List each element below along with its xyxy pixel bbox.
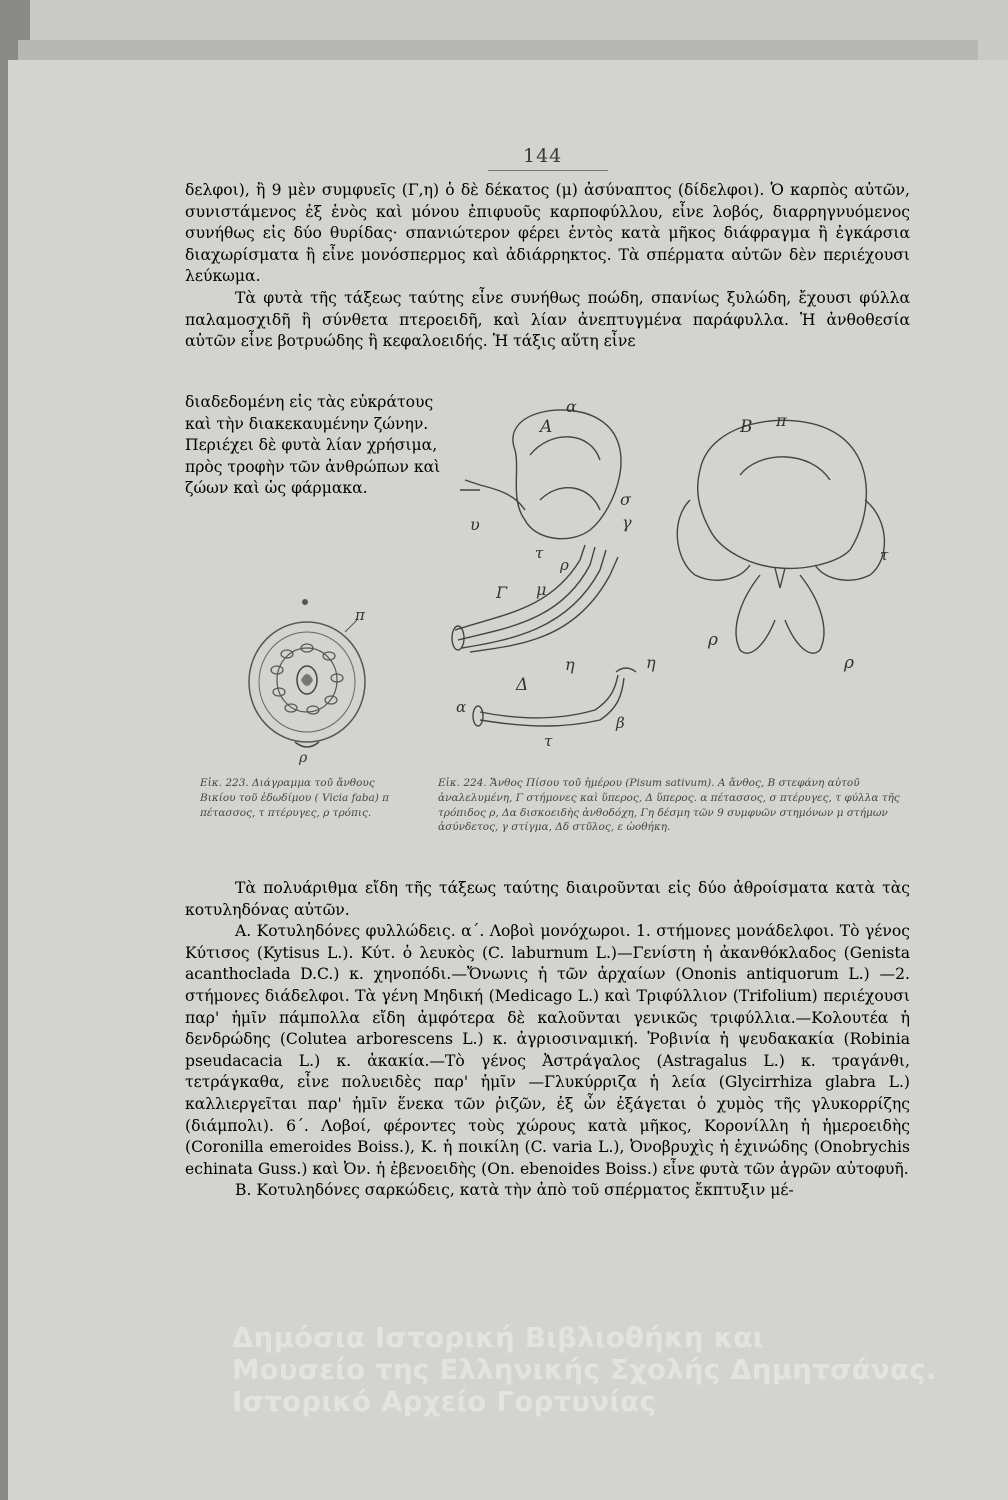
label-B: Β [740,417,753,437]
label-Delta: Δ [516,675,529,695]
label-alpha: α [566,397,577,416]
label-tau-B: τ [880,546,889,564]
label-mu: μ [536,580,547,599]
text-lower [185,878,910,1202]
label-eta-G: η [565,655,575,674]
label-tau-A: τ [535,544,544,562]
label-pi: π [776,411,787,430]
paragraph-lower: Τὰ πολυάριθμα εἴδη τῆς τάξεως ταύτης διαιροῦνται εἰς δύο ἀθροίσματα κατὰ τὰς κοτυληδόνας αὐτῶν. [185,879,910,919]
caption-figure-224: Εἰκ. 224. Ἄνθος Πίσου τοῦ ἡμέρου (Pisum sativum). Α ἄνθος, Β στεφάνη αὐτοῦ ἀναλελυμένη, Γ στήμονες καὶ ὕπερος, Δ ὕπερος. α πέτασσος, σ πτέρυγες, τ φύλλα τῆς τρόπιδος ρ, Δα δισκοειδὴς ἀνθοδόχη, Γη δέσμη τῶν 9 συμφυῶν στημόνων μ στήμων ἀσύνδετος, γ στίγμα, Δδ στῦλος, ε ὠοθήκη. [438,777,900,834]
watermark-line-3: Ιστορικό Αρχείο Γορτυνίας [232,1386,657,1418]
figure-223-floral-diagram [235,590,385,765]
label-beta: β [616,714,625,732]
label-sigma: σ [620,490,631,509]
label-Gamma: Γ [496,583,508,602]
label-eta-D: η [646,653,656,672]
label-alpha-D: α [456,698,467,716]
label-u: υ [470,515,480,534]
label-pi-223: π [355,606,365,624]
caption-figure-223: Εἰκ. 223. Διάγραμμα τοῦ ἄνθους Βικίου τοῦ ἐδωδίμου ( Vicia faba) π πέτασσος, τ πτέρυγες, ρ τρόπις. [200,777,390,819]
label-rho-B-left: ρ [708,630,718,650]
text-top [185,180,910,353]
paragraph-side: διαδεδομένη εἰς τὰς εὐκράτους καὶ τὴν διακεκαυμένην ζώνην. Περιέχει δὲ φυτὰ λίαν χρήσιμα, πρὸς τροφὴν τῶν ἀνθρώπων καὶ ζώων καὶ ὡς φάρμακα. [185,393,441,498]
figure-224-pea-flower [440,390,910,775]
paragraph-A: Α. Κοτυληδόνες φυλλώδεις. α΄. Λοβοὶ μονόχωροι. 1. στήμονες μονάδελφοι. Τὸ γένος Κύτισος (Kytisus L.). Κύτ. ὁ λευκὸς (C. laburnum L.)—Γενίστη ἡ ἀκανθόκλαδος (Genista acanthoclada D.C.) κ. χηνοπόδι.—Ὄνωνις ἡ τῶν ἀρχαίων (Ononis antiquorum L.) —2. στήμονες διάδελφοι. Τὰ γένη Μηδική (Medicago L.) καὶ Τριφύλλιον (Trifolium) περιέχουσι παρ' ἡμῖν πάμπολλα εἴδη ἀμφότερα δὲ καλοῦνται γενικῶς τριφύλλια.—Κολουτέα ἡ δενδρώδης (Colutea arborescens L.) κ. ἀγριοσιναμική. Ῥοβινία ἡ ψευδακακία (Robinia pseudacacia L.) κ. ἀκακία.—Τὸ γένος Ἀστράγαλος (Astragalus L.) κ. τραγάνθι, τετράγκαθα, εἶνε πολυειδὲς παρ' ἡμῖν —Γλυκύρριζα ἡ λεία (Glycirrhiza glabra L.) καλλιεργεῖται παρ' ἡμῖν ἕνεκα τῶν ῥιζῶν, ἐξ ὧν ἐξάγεται ὁ χυμὸς τῆς γλυκορρίζης (διάμπολι). 6΄. Λοβοί, φέροντες τοὺς χώρους κατὰ μῆκος, Κορονίλλη ἡ ἡμεροειδὴς (Coronilla emeroides Boiss.), Κ. ἡ ποικίλη (C. varia L.), Ὀνοβρυχὶς ἡ ἐχινώδης (Onobrychis echinata Guss.) καὶ Ὀν. ἡ ἐβενοειδὴς (On. ebenoides Boiss.) εἶνε φυτὰ τῶν ἀγρῶν αὐτοφυῆ. [185,922,910,1178]
label-A: Α [540,417,553,437]
label-rho-223: ρ [299,750,308,765]
label-tau-D: τ [544,732,553,750]
watermark-line-1: Δημόσια Ιστορική Βιβλιοθήκη και [232,1322,764,1354]
label-rho-B-right: ρ [844,653,854,673]
paragraph-B: Β. Κοτυληδόνες σαρκώδεις, κατὰ τὴν ἀπὸ τοῦ σπέρματος ἔκπτυξιν μέ- [235,1181,794,1200]
paragraph-second: Τὰ φυτὰ τῆς τάξεως ταύτης εἶνε συνήθως ποώδη, σπανίως ξυλώδη, ἔχουσι φύλλα παλαμοσχιδῆ ἢ σύνθετα πτεροειδῆ, καὶ λίαν ἀνεπτυγμένα παράφυλλα. Ἡ ἀνθοθεσία αὐτῶν εἶνε βοτρυώδης ἢ κεφαλοειδής. Ἡ τάξις αὕτη εἶνε [185,288,910,351]
label-rho-A: ρ [560,556,569,574]
paragraph-top: δελφοι), ἢ 9 μὲν συμφυεῖς (Γ,η) ὁ δὲ δέκατος (μ) ἀσύναπτος (δίδελφοι). Ὁ καρπὸς αὐτῶν, συνιστάμενος ἐξ ἑνὸς καὶ μόνου ἐπιφυοῦς καρποφύλλου, εἶνε λοβός, διαρρηγνυόμενος συνήθως εἰς δύο θυρίδας· σπανιώτερον φέρει ἐντὸς κατὰ μῆκος διάφραγμα ἢ ἐγκάρσια διαχωρίσματα ἢ εἶνε μονόσπερμος καὶ ἀδιάρρηκτος. Τὰ σπέρματα αὐτῶν δὲν περιέχουσι λεύκωμα. [185,181,910,286]
watermark-line-2: Μουσείο της Ελληνικής Σχολής Δημητσάνας. [232,1354,937,1386]
page-number-rule [488,170,608,171]
label-gamma: γ [622,513,632,532]
page-number: 144 [523,145,563,167]
library-watermark [232,1322,1002,1418]
